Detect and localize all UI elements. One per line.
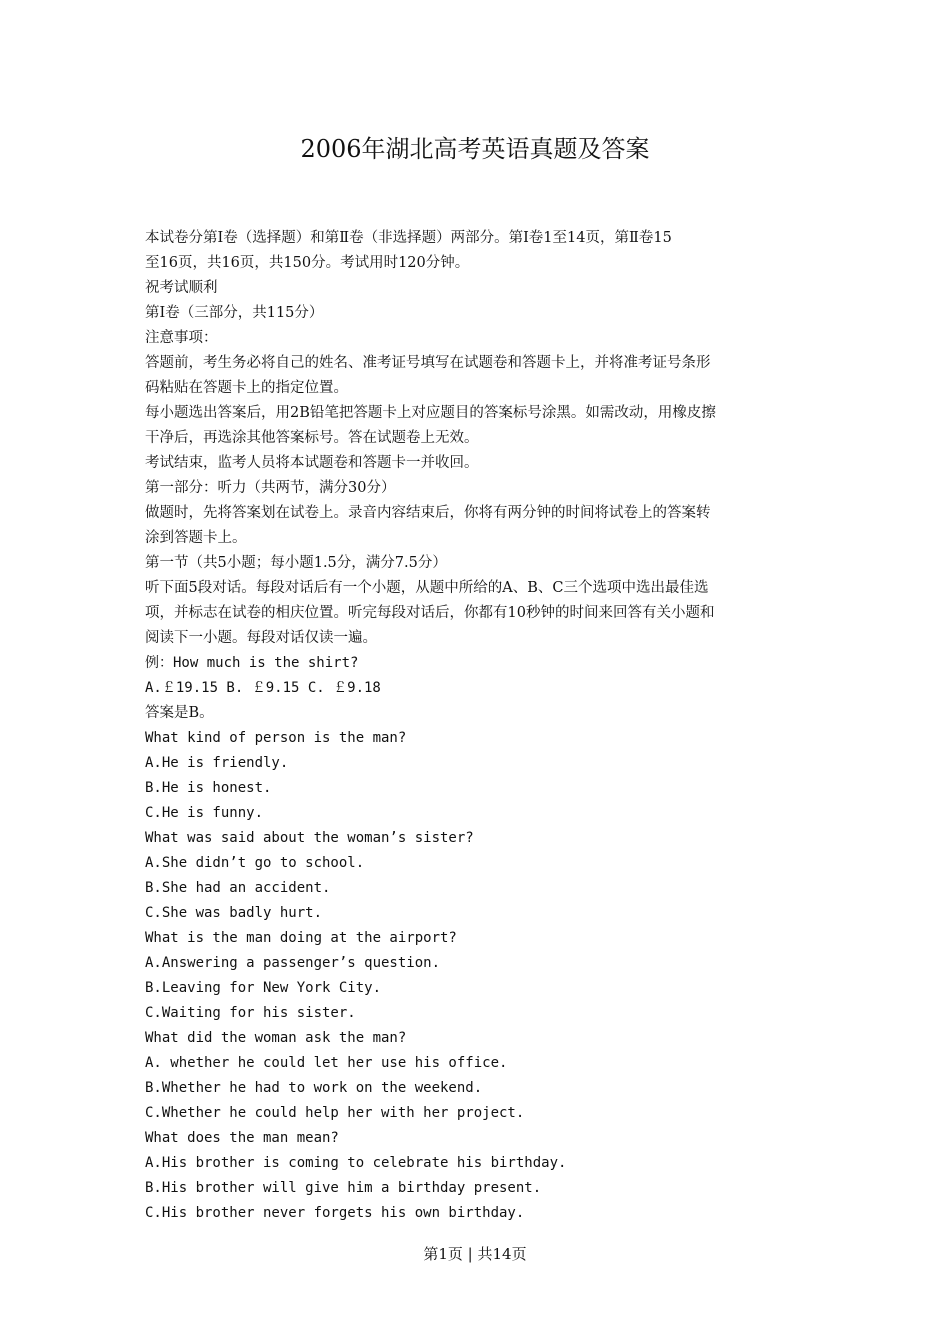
text-line: 祝考试顺利 — [145, 280, 218, 296]
text-line: 至16页，共16页，共150分。考试用时120分钟。 — [145, 255, 470, 271]
text-line: A. whether he could let her use his office. — [145, 1055, 508, 1071]
text-line: B.She had an accident. — [145, 880, 331, 896]
text-line: What does the man mean? — [145, 1130, 339, 1146]
text-line: 每小题选出答案后，用2B铅笔把答题卡上对应题目的答案标号涂黑。如需改动，用橡皮擦 — [145, 405, 716, 421]
text-line: B.Whether he had to work on the weekend. — [145, 1080, 483, 1096]
text-line: C.He is funny. — [145, 805, 264, 821]
text-line: 涂到答题卡上。 — [145, 530, 247, 546]
text-line: B.His brother will give him a birthday present. — [145, 1180, 542, 1196]
text-line: 码粘贴在答题卡上的指定位置。 — [145, 380, 348, 396]
page-footer: 第1页 | 共14页 — [423, 1245, 527, 1263]
text-line: A.His brother is coming to celebrate his birthday. — [145, 1155, 567, 1171]
text-line: 例：How much is the shirt? — [145, 655, 359, 671]
page-title: 2006年湖北高考英语真题及答案 — [300, 135, 650, 163]
text-line: What kind of person is the man? — [145, 730, 407, 746]
text-line: C.Waiting for his sister. — [145, 1005, 356, 1021]
text-line: B.He is honest. — [145, 780, 272, 796]
text-line: 干净后，再选涂其他答案标号。答在试题卷上无效。 — [145, 430, 479, 446]
text-line: 听下面5段对话。每段对话后有一个小题，从题中所给的A、B、C三个选项中选出最佳选 — [145, 580, 709, 596]
text-line: A.He is friendly. — [145, 755, 289, 771]
text-line: A.￡19.15 B. ￡9.15 C. ￡9.18 — [145, 680, 381, 696]
text-line: 答案是B。 — [145, 705, 214, 721]
text-line: What was said about the woman’s sister? — [145, 830, 474, 846]
text-line: What did the woman ask the man? — [145, 1030, 407, 1046]
text-line: C.She was badly hurt. — [145, 905, 323, 921]
text-line: A.She didn’t go to school. — [145, 855, 365, 871]
text-line: 阅读下一小题。每段对话仅读一遍。 — [145, 630, 377, 646]
text-line: 第Ⅰ卷（三部分，共115分） — [145, 305, 324, 321]
text-line: 项，并标志在试卷的相庆位置。听完每段对话后，你都有10秒钟的时间来回答有关小题和 — [145, 605, 715, 621]
text-line: A.Answering a passenger’s question. — [145, 955, 441, 971]
text-line: B.Leaving for New York City. — [145, 980, 382, 996]
text-line: C.His brother never forgets his own birthday. — [145, 1205, 525, 1221]
text-line: 做题时，先将答案划在试卷上。录音内容结束后，你将有两分钟的时间将试卷上的答案转 — [145, 505, 711, 521]
text-line: 注意事项： — [145, 330, 218, 346]
text-line: C.Whether he could help her with her project. — [145, 1105, 525, 1121]
text-line: 答题前，考生务必将自己的姓名、准考证号填写在试题卷和答题卡上，并将准考证号条形 — [145, 355, 711, 371]
text-line: 本试卷分第Ⅰ卷（选择题）和第Ⅱ卷（非选择题）两部分。第Ⅰ卷1至14页，第Ⅱ卷15 — [145, 230, 672, 246]
text-line: What is the man doing at the airport? — [145, 930, 457, 946]
text-line: 第一节（共5小题；每小题1.5分，满分7.5分） — [145, 555, 447, 571]
document-body — [145, 226, 813, 1226]
text-line: 考试结束，监考人员将本试题卷和答题卡一并收回。 — [145, 455, 479, 471]
text-line: 第一部分：听力（共两节，满分30分） — [145, 480, 396, 496]
